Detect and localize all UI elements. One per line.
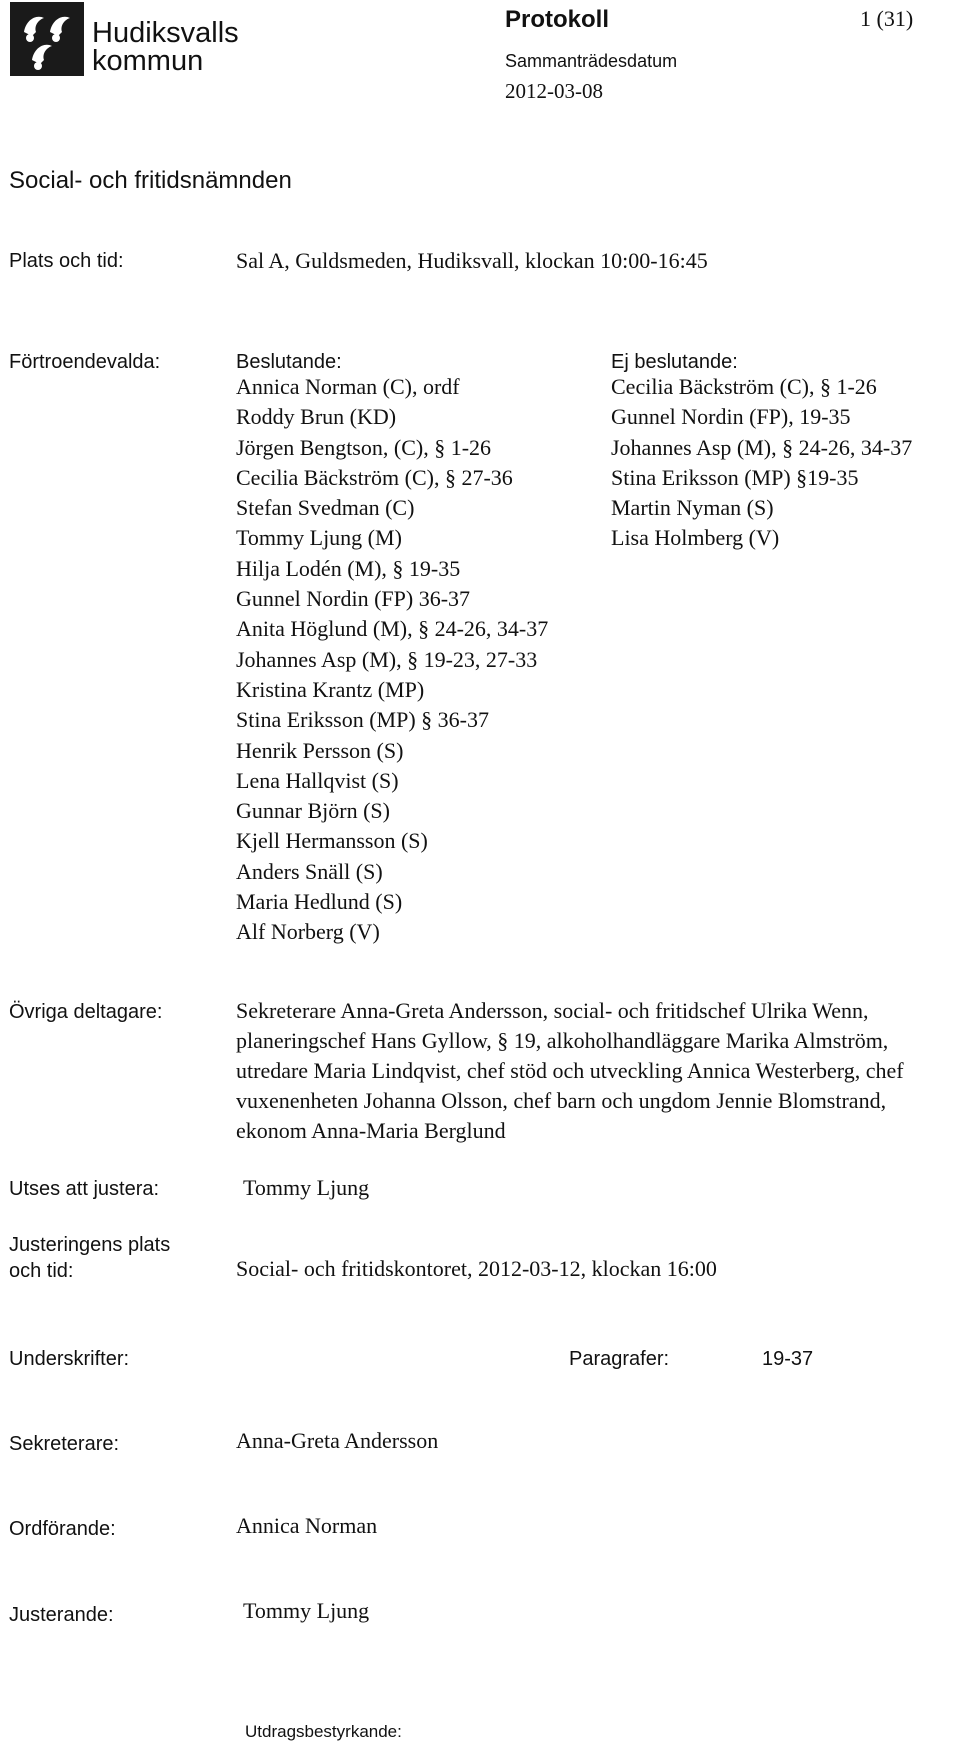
non-deciding-header: Ej beslutande: (611, 351, 738, 373)
list-item: Cecilia Bäckström (C), § 27-36 (236, 464, 513, 490)
other-participants-label: Övriga deltagare: (9, 1001, 163, 1023)
meeting-date-label: Sammanträdesdatum (505, 51, 678, 71)
secretary-name: Anna-Greta Andersson (236, 1428, 439, 1453)
logo-text-hudiksvalls: Hudiksvalls (92, 17, 239, 49)
goat-emblem-icon (10, 2, 84, 76)
adjust-place-label-line1: Justeringens plats (9, 1234, 171, 1256)
paragraphs-value: 19-37 (762, 1348, 814, 1370)
list-item: Martin Nyman (S) (611, 495, 774, 521)
list-item: Johannes Asp (M), § 19-23, 27-33 (236, 646, 538, 672)
paragraphs-label: Paragrafer: (569, 1348, 670, 1370)
adjust-place-value: Social- och fritidskontoret, 2012-03-12, klockan 16:00 (236, 1256, 717, 1281)
other-participants-value: Sekreterare Anna-Greta Andersson, social- och fritidschef Ulrika Wenn, planeringschef Hans Gyllow, § 19, alkoholhandläggare Marika Almström, utredare Maria Lindqvist, chef stöd och utveckling Annica Westerberg, chef vuxenenheten Johanna Olsson, chef barn och ungdom Jennie Blomstrand, ekonom Anna-Maria Berglund (236, 998, 904, 1143)
deciding-header: Beslutande: (236, 351, 342, 373)
list-item: Alf Norberg (V) (236, 919, 380, 945)
list-item: Hilja Lodén (M), § 19-35 (236, 555, 461, 581)
elected-label: Förtroendevalda: (9, 351, 161, 373)
list-item: Lena Hallqvist (S) (236, 767, 399, 793)
list-item: Cecilia Bäckström (C), § 1-26 (611, 374, 877, 399)
list-item: Jörgen Bengtson, (C), § 1-26 (236, 434, 492, 460)
list-item: Maria Hedlund (S) (236, 889, 403, 915)
chair-label: Ordförande: (9, 1518, 116, 1540)
adjuster-label: Justerande: (9, 1604, 114, 1626)
list-item: Anders Snäll (S) (236, 858, 383, 884)
list-item: Gunnar Björn (S) (236, 798, 390, 824)
committee-name: Social- och fritidsnämnden (9, 167, 292, 194)
adjust-place-label-line2: och tid: (9, 1260, 74, 1282)
list-item: Johannes Asp (M), § 24-26, 34-37 (611, 434, 913, 460)
list-item: Stina Eriksson (MP) § 36-37 (236, 707, 489, 733)
deciding-member-list (236, 372, 548, 948)
list-item: Stina Eriksson (MP) §19-35 (611, 464, 859, 490)
adjuster-appointed-value: Tommy Ljung (243, 1175, 370, 1200)
list-item: Lisa Holmberg (V) (611, 525, 780, 551)
signatures-label: Underskrifter: (9, 1348, 130, 1370)
secretary-label: Sekreterare: (9, 1433, 120, 1455)
list-item: Tommy Ljung (M) (236, 525, 402, 551)
list-item: Stefan Svedman (C) (236, 495, 415, 521)
logo-text-kommun: kommun (92, 45, 204, 77)
adjuster-name: Tommy Ljung (243, 1598, 370, 1623)
document-type: Protokoll (505, 6, 610, 33)
list-item: Gunnel Nordin (FP), 19-35 (611, 404, 851, 430)
list-item: Anita Höglund (M), § 24-26, 34-37 (236, 616, 549, 642)
list-item: Annica Norman (C), ordf (236, 374, 460, 399)
adjuster-appointed-label: Utses att justera: (9, 1178, 160, 1200)
list-item: Kristina Krantz (MP) (236, 676, 425, 702)
meeting-date: 2012-03-08 (505, 79, 603, 103)
list-item: Henrik Persson (S) (236, 737, 404, 763)
municipality-logo-emblem (10, 2, 84, 76)
place-value: Sal A, Guldsmeden, Hudiksvall, klockan 10:00-16:45 (236, 248, 708, 273)
page-number: 1 (31) (860, 6, 914, 31)
list-item: Gunnel Nordin (FP) 36-37 (236, 586, 471, 612)
chair-name: Annica Norman (236, 1513, 378, 1538)
list-item: Roddy Brun (KD) (236, 404, 397, 430)
non-deciding-member-list (611, 372, 912, 554)
place-label: Plats och tid: (9, 250, 124, 272)
certification-label: Utdragsbestyrkande: (245, 1722, 402, 1741)
list-item: Kjell Hermansson (S) (236, 828, 428, 854)
